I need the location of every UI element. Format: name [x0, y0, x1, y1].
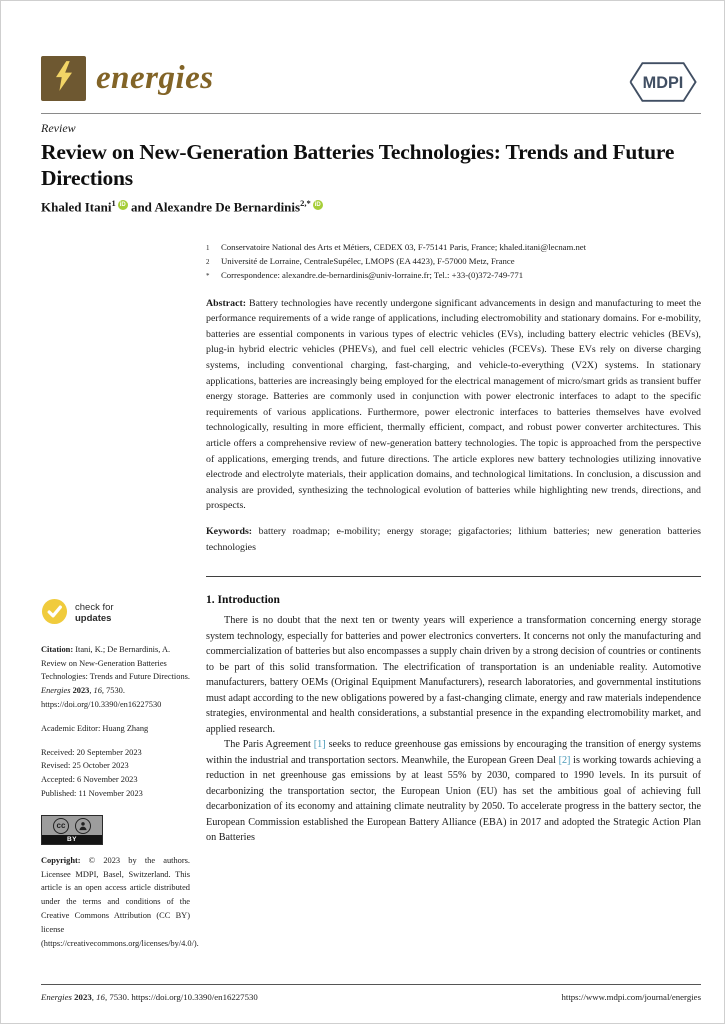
history-row [41, 773, 190, 787]
page-header [41, 56, 701, 111]
check-icon [41, 598, 68, 630]
author-1-name[interactable]: Khaled Itani [41, 199, 112, 215]
para2-text: seeks to reduce greenhouse gas emissions by encouraging the transition of energy systems within the industrial and transportation sectors. Meanwhile, the European Green Deal [206, 739, 701, 766]
affiliation-row [206, 241, 701, 255]
cc-icons [42, 818, 102, 834]
main-column [206, 241, 701, 846]
margin-sidebar [41, 598, 199, 950]
para2-text: is working towards achieving a reduction in net greenhouse gas emissions by at least 55% by 2030, compared to 1990 levels. In its pursuit of decarbonizing the transportation sector, the European Union (EU) has set the ambitious goal of achieving full decarbonization of its economy and attaining climate neutrality by 2050. To accelerate progress in the battery sector, the European Commission established the European Battery Alliance (EBA) in 2017 and adopted the Strategic Action Plan on Batteries [206, 754, 701, 844]
history-value: 11 November 2023 [76, 788, 143, 798]
check-for-updates-label [75, 603, 114, 624]
energies-logo-box [41, 56, 86, 101]
correspondence-text[interactable]: Correspondence: alexandre.de-bernardinis@univ-lorraine.fr; Tel.: +33-(0)372-749-771 [221, 270, 524, 281]
cc-by-license-badge[interactable] [41, 815, 103, 845]
article-type-label: Review [41, 121, 76, 135]
section-heading-introduction: 1. Introduction [206, 594, 280, 607]
affiliation-row [206, 255, 701, 269]
article-history [41, 746, 190, 801]
affiliations [206, 241, 701, 284]
author-2-name[interactable]: Alexandre De Bernardinis [154, 199, 301, 215]
citation-ref-1[interactable]: [1] [313, 739, 326, 751]
citation-sep: , [89, 686, 94, 696]
citation-volume: 16 [93, 686, 102, 696]
copyright-text: © 2023 by the authors. Licensee MDPI, Basel, Switzerland. This article is an open access article distributed under the terms and conditions of the Creative Commons Attribution (CC BY) license (https://creativecommons.org/licenses/by/4.0/). [41, 855, 199, 948]
authors-line [41, 198, 323, 215]
history-row [41, 759, 190, 773]
footer-sep: , [91, 992, 97, 1002]
article-title: Review on New-Generation Batteries Technologies: Trends and Future Directions [41, 140, 675, 190]
citation-text: Itani, K.; De Bernardinis, A. Review on New-Generation Batteries Technologies: Trends and Future Directions. [41, 644, 190, 682]
footer-volume: 16 [96, 992, 105, 1002]
para2-text: The Paris Agreement [224, 739, 314, 751]
journal-name: energies [96, 60, 214, 96]
affiliation-marker: 1 [206, 244, 210, 252]
citation-block [41, 643, 190, 712]
affiliation-row [206, 269, 701, 283]
keywords-label: Keywords: [206, 525, 253, 537]
affiliation-text: Conservatoire National des Arts et Métiers, CEDEX 03, F-75141 Paris, France; khaled.itani@lecnam.net [221, 242, 587, 252]
keywords-text: battery roadmap; e-mobility; energy storage; gigafactories; lithium batteries; new generation batteries technologies [206, 525, 701, 553]
lightning-bolt-icon [50, 60, 78, 97]
citation-label: Citation: [41, 644, 74, 654]
footer-journal: Energies [41, 992, 72, 1002]
author-1-affiliation-sup: 1 [111, 198, 116, 208]
page-footer [41, 992, 701, 1002]
affiliation-marker: * [206, 272, 210, 281]
copyright-label: Copyright: [41, 855, 81, 865]
history-label: Revised: [41, 761, 71, 771]
updates-line-1: check for [75, 602, 114, 614]
orcid-icon[interactable]: iD [119, 202, 126, 208]
history-value: 20 September 2023 [74, 747, 142, 757]
citation-journal: Energies [41, 686, 71, 696]
history-value: 25 October 2023 [70, 761, 129, 771]
introduction-paragraph-1: There is no doubt that the next ten or twenty years will experience a transformation concerning energy storage system technology, especially for batteries and power electronics converters. It concerns not only the manufacturing and commercialization of batteries but also encompasses a supply chain driven by a strong decision of countries or continents to be part of this solid transformation. The electrification of transportation is an undeniable reality. Automotive manufacturers, battery OEMs (Original Equipment Manufacturers), research laboratories, and governmental institutions must adapt according to the new obligations powered by a fast-changing climate, energy and raw materials independence strategies, environmental and health considerations, a substantial presence in the expanding electromobility market, and applied research. [206, 615, 701, 735]
mdpi-logo[interactable] [625, 58, 701, 111]
abstract-text: Battery technologies have recently undergone significant advancements in design and manufacturing to meet the performance requirements of a wide range of applications, including electromobility and stationary domains. For e-mobility, batteries are essential components in various types of electric vehicles (EVs), including battery electric vehicles (BEVs), plug-in hybrid electric vehicles (PHEVs), and fuel cell electric vehicles (FCEVs). These EVs rely on diverse charging systems, including conventional charging, fast-charging, and vehicle-to-everything (V2X) systems. In stationary applications, batteries are increasingly being employed for the electrical management of micro/smart grids as transient buffer energy storage. Batteries are commonly used in conjunction with power electronic interfaces to adapt to the specific requirements of various applications. Furthermore, power electronic interfaces to batteries themselves have evolved technologically, resulting in more efficient, thermally efficient, compact, and robust power converter architectures. This article offers a comprehensive review of new-generation battery technologies. The topic is approached from the perspective of applications, emerging trends, and future directions. The article explores new battery technologies utilizing innovative electrode and electrolyte materials, their application domains, and technological limitations. In conclusion, a discussion and analysis are provided, synthesizing the technological evolution of batteries while highlighting new trends, directions, and prospects. [206, 297, 701, 512]
mdpi-wordmark: MDPI [642, 74, 684, 92]
introduction-paragraph-2 [206, 737, 701, 846]
abstract-label: Abstract: [206, 297, 247, 309]
footer-citation [41, 992, 258, 1002]
academic-editor: Academic Editor: Huang Zhang [41, 723, 149, 733]
history-row [41, 746, 190, 760]
history-row [41, 787, 190, 801]
citation-ref-2[interactable]: [2] [558, 754, 571, 766]
history-label: Accepted: [41, 775, 75, 785]
footer-doi[interactable]: , 7530. https://doi.org/10.3390/en16227530 [104, 992, 258, 1002]
energies-journal-logo[interactable] [41, 56, 214, 101]
orcid-icon[interactable]: iD [314, 202, 321, 208]
abstract [206, 296, 701, 514]
footer-year: 2023 [74, 992, 92, 1002]
affiliation-text: Université de Lorraine, CentraleSupélec, LMOPS (EA 4423), F-57000 Metz, France [221, 256, 515, 267]
person-icon [75, 818, 91, 834]
footer-divider [41, 984, 701, 985]
history-label: Published: [41, 788, 77, 798]
citation-doi[interactable]: , 7530. https://doi.org/10.3390/en16227530 [41, 686, 162, 709]
abstract-body-divider [206, 576, 701, 577]
affiliation-marker: 2 [206, 258, 210, 267]
author-2-affiliation-sup: 2,* [300, 198, 311, 208]
authors-and: and [127, 199, 155, 215]
keywords [206, 524, 701, 555]
cc-icon: cc [53, 818, 69, 834]
history-label: Received: [41, 747, 75, 757]
citation-year: 2023 [72, 686, 90, 696]
updates-line-2: updates [75, 612, 112, 624]
cc-by-label: BY [42, 835, 102, 844]
history-value: 6 November 2023 [74, 775, 138, 785]
copyright-block [41, 854, 199, 951]
footer-journal-url[interactable]: https://www.mdpi.com/journal/energies [561, 992, 701, 1002]
header-divider [41, 113, 701, 114]
check-for-updates-button[interactable] [41, 598, 190, 630]
